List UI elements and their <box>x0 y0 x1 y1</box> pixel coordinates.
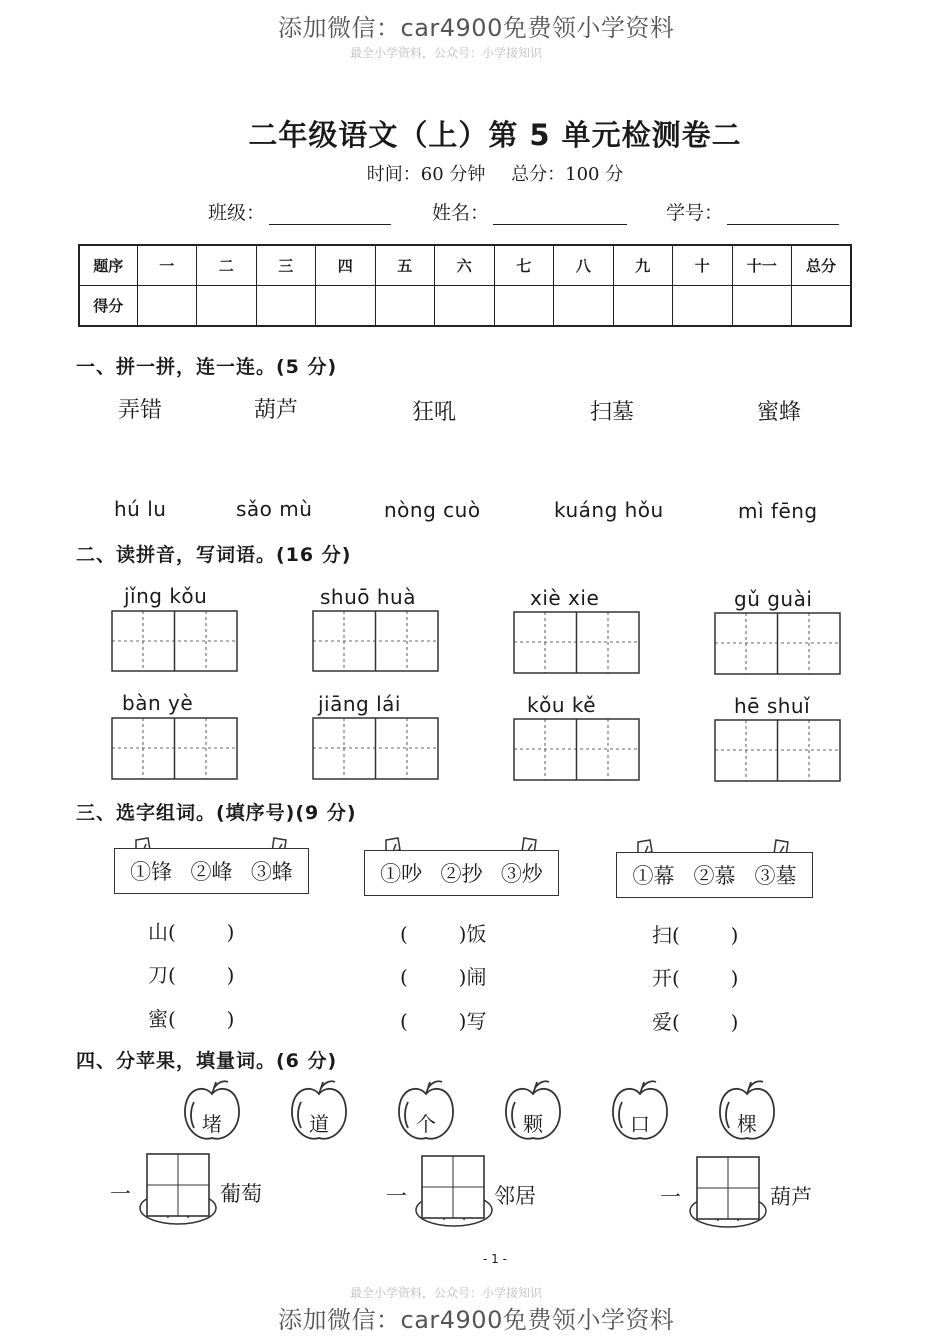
fill-blank[interactable]: 蜜( ) <box>148 1007 235 1031</box>
s1-word[interactable]: 扫墓 <box>590 400 635 425</box>
s1-pinyin[interactable]: sǎo mù <box>236 497 313 521</box>
s2-pinyin: gǔ guài <box>734 587 813 611</box>
fill-blank[interactable]: 刀( ) <box>148 963 235 987</box>
fill-blank[interactable]: ( )饭 <box>400 922 487 946</box>
apple-word[interactable]: 堵 <box>202 1112 222 1136</box>
s1-word[interactable]: 蜜蜂 <box>757 400 802 425</box>
section4-heading: 四、分苹果，填量词。(6 分) <box>76 1050 338 1072</box>
s2-pinyin: bàn yè <box>122 691 194 715</box>
measure-word: 葡萄 <box>220 1182 262 1206</box>
score-header: 三 <box>256 245 316 286</box>
fill-blank[interactable]: 山( ) <box>148 920 235 944</box>
measure-prefix: 一 <box>110 1182 131 1206</box>
writing-grid <box>514 719 639 780</box>
measure-prefix: 一 <box>386 1184 407 1208</box>
fill-blank[interactable]: 扫( ) <box>652 923 739 947</box>
option-box-1 <box>114 848 309 894</box>
s2-pinyin: kǒu kě <box>527 693 597 717</box>
answer-grid <box>147 1154 209 1216</box>
section2-heading: 二、读拼音，写词语。(16 分) <box>76 544 352 566</box>
answer-grid <box>697 1157 759 1219</box>
score-header: 一 <box>137 245 197 286</box>
total-score: 总分：100 分 <box>511 164 624 185</box>
measure-prefix: 一 <box>660 1185 681 1209</box>
top-banner: 添加微信：car4900免费领小学资料 <box>278 14 675 42</box>
s1-word[interactable]: 弄错 <box>118 398 163 423</box>
option: ①吵 <box>380 862 423 886</box>
apple-word[interactable]: 道 <box>309 1112 329 1136</box>
fill-blank[interactable]: ( )写 <box>400 1009 487 1033</box>
answer-grid <box>422 1156 484 1218</box>
apples <box>0 1080 950 1150</box>
option: ②慕 <box>693 864 736 888</box>
section3-heading: 三、选字组词。(填序号)(9 分) <box>76 802 357 824</box>
s1-word[interactable]: 葫芦 <box>254 398 299 423</box>
s2-pinyin: shuō huà <box>320 585 416 609</box>
measure-word: 邻居 <box>494 1184 536 1208</box>
score-row-label: 得分 <box>79 286 137 327</box>
s2-pinyin: jǐng kǒu <box>124 584 208 608</box>
apple-word[interactable]: 个 <box>416 1112 436 1136</box>
score-header: 七 <box>494 245 554 286</box>
writing-grid <box>313 611 438 671</box>
writing-grid <box>112 718 237 779</box>
option: ③墓 <box>754 864 797 888</box>
top-watermark: 最全小学资料，公众号：小学接知识 <box>350 46 543 60</box>
option-box-2 <box>364 850 559 896</box>
measure-word: 葫芦 <box>770 1185 812 1209</box>
option-box-3 <box>616 852 813 898</box>
option: ①锋 <box>130 860 173 884</box>
s2-pinyin: xiè xie <box>530 586 600 610</box>
s1-pinyin[interactable]: hú lu <box>114 497 167 521</box>
section1-heading: 一、拼一拼，连一连。(5 分) <box>76 356 338 378</box>
score-header: 八 <box>554 245 614 286</box>
score-header: 九 <box>613 245 673 286</box>
class-label: 班级： <box>208 202 266 224</box>
score-header: 五 <box>375 245 435 286</box>
option: ②峰 <box>190 860 233 884</box>
page-title: 二年级语文（上）第 5 单元检测卷二 <box>248 118 742 152</box>
name-label: 姓名： <box>432 202 490 224</box>
apple-word[interactable]: 棵 <box>737 1112 757 1136</box>
s2-pinyin: hē shuǐ <box>734 694 811 718</box>
score-row-label: 题序 <box>79 245 137 286</box>
fill-blank[interactable]: ( )闹 <box>400 965 487 989</box>
score-header: 十 <box>673 245 733 286</box>
score-header: 十一 <box>732 245 792 286</box>
apple-word[interactable]: 口 <box>630 1112 650 1136</box>
s1-pinyin[interactable]: mì fēng <box>738 499 818 523</box>
bottom-watermark: 最全小学资料，公众号：小学接知识 <box>350 1286 543 1300</box>
time-limit: 时间：60 分钟 <box>366 164 486 185</box>
writing-grid <box>715 720 840 781</box>
score-header: 四 <box>316 245 376 286</box>
option: ②抄 <box>440 862 483 886</box>
bottom-banner: 添加微信：car4900免费领小学资料 <box>278 1306 675 1334</box>
s1-word[interactable]: 狂吼 <box>412 400 457 425</box>
option: ③炒 <box>500 862 543 886</box>
s2-pinyin: jiāng lái <box>318 692 401 716</box>
s1-pinyin[interactable]: nòng cuò <box>384 498 481 522</box>
fill-blank[interactable]: 爱( ) <box>652 1010 739 1034</box>
score-header: 总分 <box>792 245 852 286</box>
s1-pinyin[interactable]: kuáng hǒu <box>554 498 664 522</box>
writing-grid <box>313 718 438 779</box>
writing-grid <box>112 611 237 671</box>
score-header: 六 <box>435 245 495 286</box>
option: ③蜂 <box>250 860 293 884</box>
number-label: 学号： <box>666 202 724 224</box>
writing-grid <box>715 613 840 674</box>
writing-grid <box>514 612 639 673</box>
page-number: - 1 - <box>483 1252 507 1266</box>
option: ①幕 <box>632 864 675 888</box>
fill-blank[interactable]: 开( ) <box>652 966 739 990</box>
apple-word[interactable]: 颗 <box>523 1112 543 1136</box>
score-header: 二 <box>197 245 257 286</box>
